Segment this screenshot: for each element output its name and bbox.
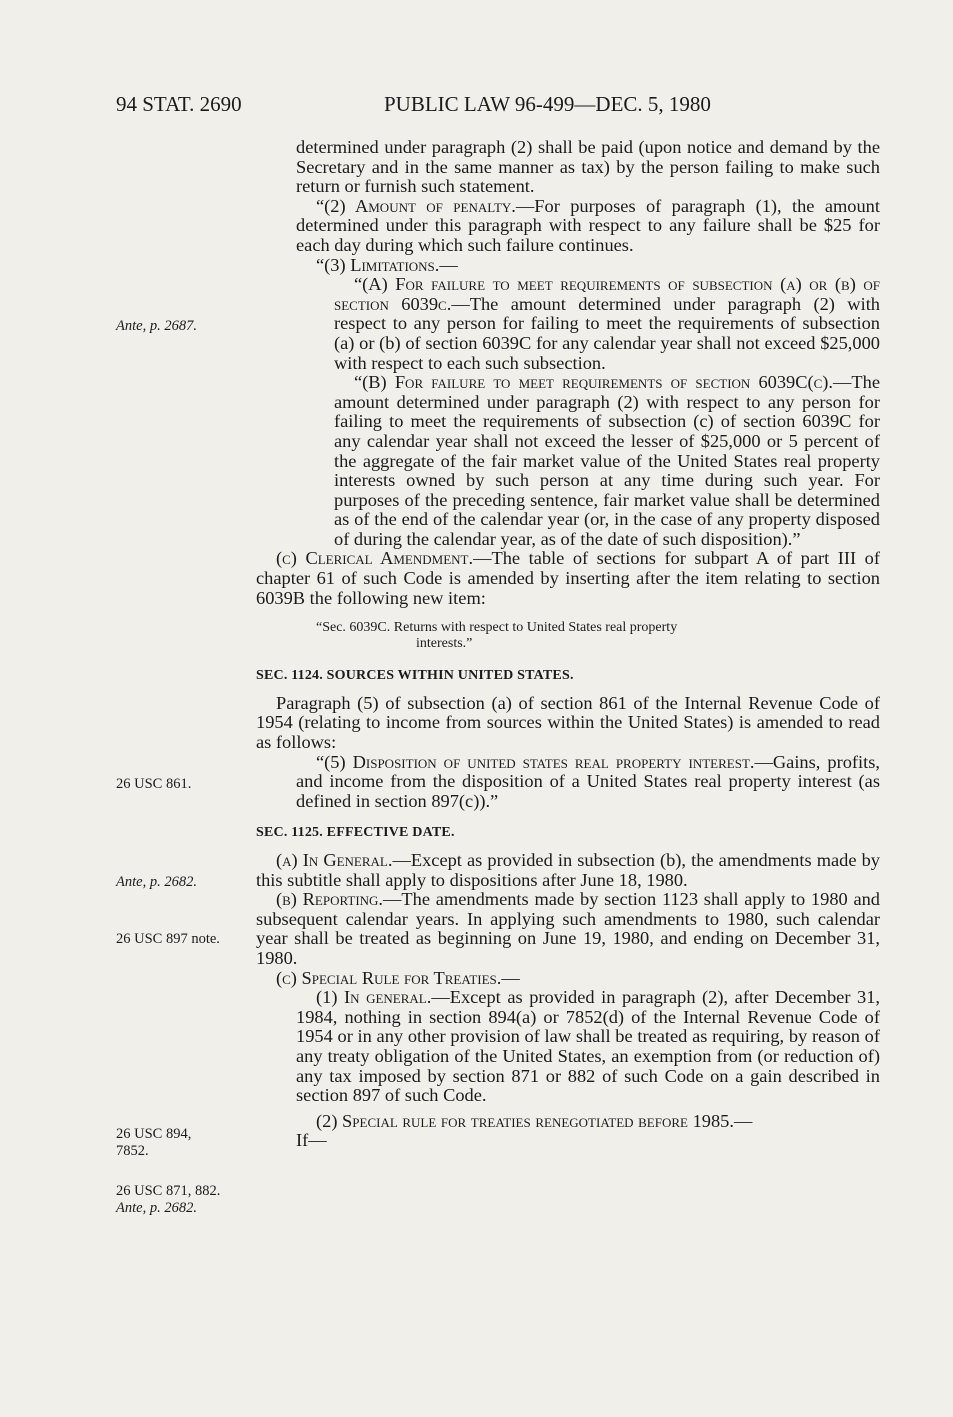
public-law-title: PUBLIC LAW 96-499—DEC. 5, 1980 — [384, 92, 711, 116]
margin-note: Ante, p. 2682. — [116, 874, 197, 890]
paragraph: “(A) For failure to meet requirements of subsection (a) or (b) of section 6039c.—The amount determined under paragraph (2) with respect to any person for failing to meet the requirements of subsection (a) or (b) of section 6039C for any calendar year shall not exceed $25,000 with respect to each such subsection. — [334, 274, 880, 373]
paragraph: determined under paragraph (2) shall be paid (upon notice and demand by the Secretary and in the same manner as tax) by the person failing to make such return or furnish such statement. — [296, 137, 880, 197]
document-body — [256, 138, 880, 1151]
paragraph: “(2) Amount of penalty.—For purposes of paragraph (1), the amount determined under this paragraph with respect to any failure shall be $25 for each day during which such failure continues. — [296, 195, 880, 255]
margin-note: 26 USC 894, 7852. — [116, 1126, 192, 1159]
section-heading: SEC. 1125. EFFECTIVE DATE. — [256, 825, 455, 841]
table-of-sections-item: “Sec. 6039C. Returns with respect to United States real property interests.” — [316, 620, 678, 652]
margin-note: 26 USC 897 note. — [116, 931, 220, 947]
paragraph-heading: (c) Special Rule for Treaties.— — [276, 967, 520, 988]
margin-note: 26 USC 871, 882. Ante, p. 2682. — [116, 1183, 221, 1216]
paragraph: If— — [296, 1130, 327, 1151]
paragraph: “(B) For failure to meet requirements of section 6039C(c).—The amount determined under paragraph (2) with respect to any person for failing to meet the requirements of subsection (c) of section 6039C for any calendar year shall not exceed the lesser of $25,000 or 5 percent of the aggregate of the fair market value of the United States real property interests owned by such person at any time during such year. For purposes of the preceding sentence, fair market value shall be determined as of the end of the calendar year (or, in the case of any property disposed of during the calendar year, as of the date of such disposition).” — [334, 372, 880, 549]
paragraph-heading: “(3) Limitations.— — [316, 254, 458, 275]
paragraph: (b) Reporting.—The amendments made by section 1123 shall apply to 1980 and subsequent calendar years. In applying such amendments to 1980, such calendar year shall be treated as beginning on June 19, 1980, and ending on December 31, 1980. — [256, 889, 880, 968]
margin-note: Ante, p. 2687. — [116, 318, 197, 334]
paragraph: Paragraph (5) of subsection (a) of section 861 of the Internal Revenue Code of 1954 (relating to income from sources within the United States) is amended to read as follows: — [256, 692, 880, 753]
section-heading: SEC. 1124. SOURCES WITHIN UNITED STATES. — [256, 668, 574, 684]
statute-page-ref: 94 STAT. 2690 — [116, 92, 242, 116]
paragraph: “(5) Disposition of united states real property interest.—Gains, profits, and income from the disposition of a United States real property interest (as defined in section 897(c)).” — [296, 751, 880, 811]
page-header — [116, 92, 796, 122]
paragraph: (c) Clerical Amendment.—The table of sections for subpart A of part III of chapter 61 of such Code is amended by inserting after the item relating to section 6039B the following new item: — [256, 548, 880, 608]
paragraph: (1) In general.—Except as provided in paragraph (2), after December 31, 1984, nothing in section 894(a) or 7852(d) of the Internal Revenue Code of 1954 or in any other provision of law shall be treated as requiring, by reason of any treaty obligation of the United States, an exemption from (or reduction of) any tax imposed by section 871 or 882 of such Code on a gain described in section 897 of such Code. — [296, 987, 880, 1106]
paragraph: (a) In General.—Except as provided in subsection (b), the amendments made by this subtitle shall apply to dispositions after June 18, 1980. — [256, 850, 880, 890]
margin-note: 26 USC 861. — [116, 776, 192, 792]
paragraph: (2) Special rule for treaties renegotiated before 1985.— — [316, 1110, 753, 1131]
